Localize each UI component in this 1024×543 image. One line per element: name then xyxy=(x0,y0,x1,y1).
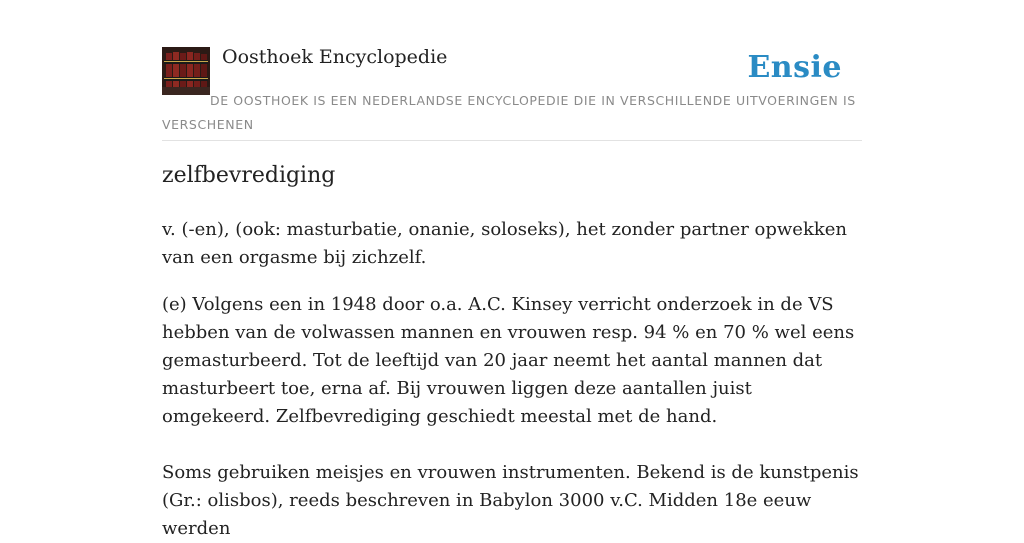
entry-paragraph: (e) Volgens een in 1948 door o.a. A.C. Kinsey verricht onderzoek in de VS hebben van de volwassen mannen en vrouwen resp. 94 % en 70 % wel eens gemasturbeerd. Tot de leeftijd van 20 jaar neemt het aantal mannen dat masturbeert toe, erna af. Bij vrouwen liggen deze aantallen juist omgekeerd. Zelfbevrediging geschiedt meestal met de hand. xyxy=(162,294,855,427)
entry-title: zelfbevrediging xyxy=(162,163,336,188)
source-avatar[interactable] xyxy=(162,47,210,95)
brand-logo[interactable]: Ensie xyxy=(747,50,842,85)
entry-definition: v. (-en), (ook: masturbatie, onanie, soloseks), het zonder partner opwekken van een orgasme bij zichzelf. xyxy=(162,219,848,268)
entry-paragraph: Soms gebruiken meisjes en vrouwen instrumenten. Bekend is de kunstpenis (Gr.: olisbos), reeds beschreven in Babylon 3000 v.C. Midden 18e eeuw werden xyxy=(162,462,859,539)
entry-body xyxy=(162,216,862,543)
source-description: DE OOSTHOEK IS EEN NEDERLANDSE ENCYCLOPEDIE DIE IN VERSCHILLENDE UITVOERINGEN IS VERSCHENEN xyxy=(162,93,856,132)
encyclopedia-books-icon xyxy=(162,47,210,95)
source-title[interactable]: Oosthoek Encyclopedie xyxy=(222,46,448,68)
page xyxy=(162,0,862,539)
source-header xyxy=(162,0,862,141)
